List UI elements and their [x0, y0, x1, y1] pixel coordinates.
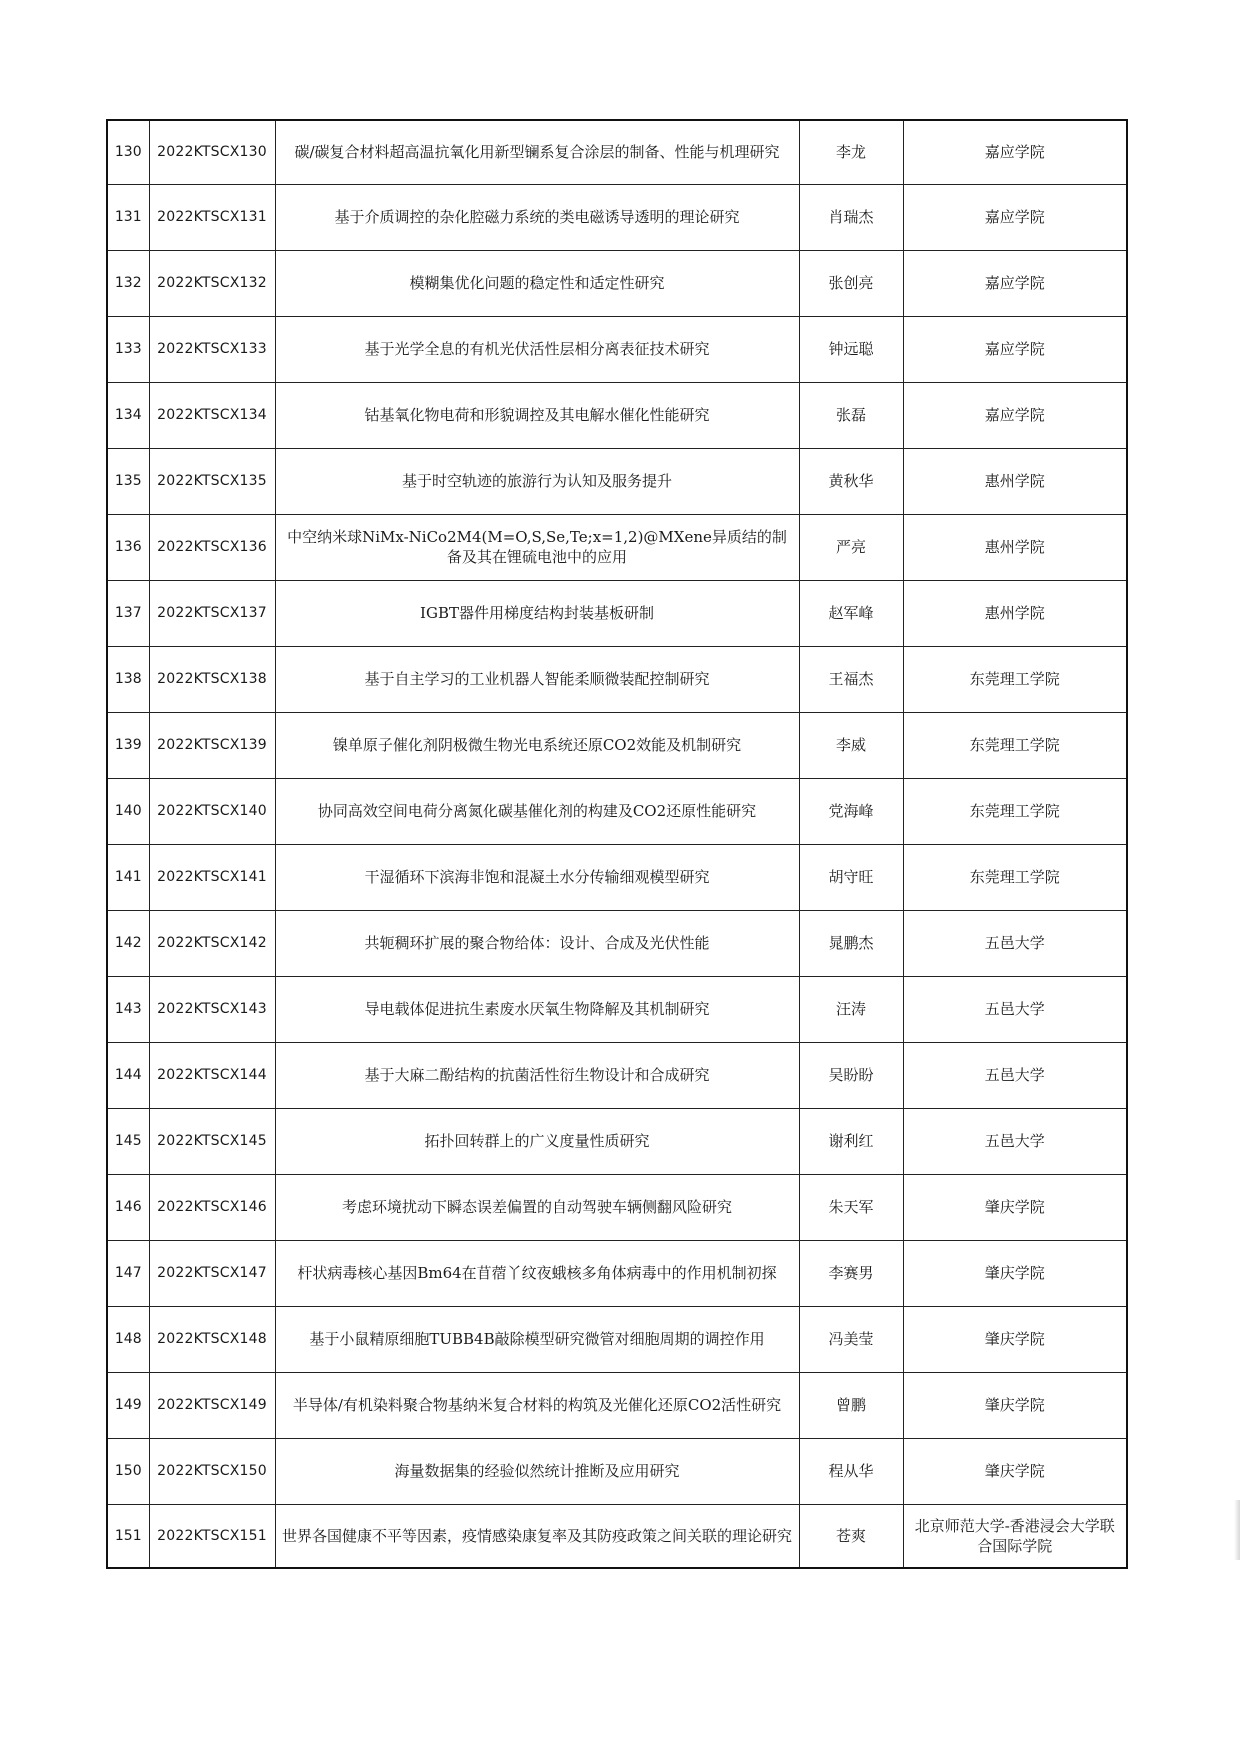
table-row: [107, 580, 1127, 646]
project-code: 2022KTSCX130: [149, 120, 275, 184]
institution: 肇庆学院: [903, 1174, 1127, 1240]
institution: 五邑大学: [903, 1042, 1127, 1108]
table-row: [107, 1306, 1127, 1372]
project-leader: 程从华: [799, 1438, 903, 1504]
project-code: 2022KTSCX145: [149, 1108, 275, 1174]
institution: 嘉应学院: [903, 184, 1127, 250]
project-leader: 严亮: [799, 514, 903, 580]
project-title: 导电载体促进抗生素废水厌氧生物降解及其机制研究: [275, 976, 799, 1042]
project-title: 拓扑回转群上的广义度量性质研究: [275, 1108, 799, 1174]
project-leader: 王福杰: [799, 646, 903, 712]
institution: 东莞理工学院: [903, 712, 1127, 778]
project-code: 2022KTSCX138: [149, 646, 275, 712]
institution: 惠州学院: [903, 514, 1127, 580]
project-code: 2022KTSCX137: [149, 580, 275, 646]
row-number: 142: [107, 910, 149, 976]
project-code: 2022KTSCX151: [149, 1504, 275, 1568]
project-title: 世界各国健康不平等因素，疫情感染康复率及其防疫政策之间关联的理论研究: [275, 1504, 799, 1568]
project-title: 共轭稠环扩展的聚合物给体：设计、合成及光伏性能: [275, 910, 799, 976]
project-code: 2022KTSCX141: [149, 844, 275, 910]
project-code: 2022KTSCX139: [149, 712, 275, 778]
table-row: [107, 120, 1127, 184]
row-number: 144: [107, 1042, 149, 1108]
institution: 五邑大学: [903, 1108, 1127, 1174]
institution: 惠州学院: [903, 448, 1127, 514]
table-row: [107, 778, 1127, 844]
project-title: 基于时空轨迹的旅游行为认知及服务提升: [275, 448, 799, 514]
institution: 五邑大学: [903, 976, 1127, 1042]
row-number: 132: [107, 250, 149, 316]
project-leader: 晁鹏杰: [799, 910, 903, 976]
table-row: [107, 250, 1127, 316]
institution: 东莞理工学院: [903, 778, 1127, 844]
project-code: 2022KTSCX148: [149, 1306, 275, 1372]
row-number: 139: [107, 712, 149, 778]
project-leader: 汪涛: [799, 976, 903, 1042]
project-code: 2022KTSCX140: [149, 778, 275, 844]
table-row: [107, 1438, 1127, 1504]
project-code: 2022KTSCX147: [149, 1240, 275, 1306]
table-row: [107, 448, 1127, 514]
institution: 北京师范大学-香港浸会大学联合国际学院: [903, 1504, 1127, 1568]
project-leader: 党海峰: [799, 778, 903, 844]
project-code: 2022KTSCX142: [149, 910, 275, 976]
institution: 肇庆学院: [903, 1438, 1127, 1504]
project-leader: 李赛男: [799, 1240, 903, 1306]
institution: 肇庆学院: [903, 1240, 1127, 1306]
project-leader: 胡守旺: [799, 844, 903, 910]
project-title: 基于小鼠精原细胞TUBB4B敲除模型研究微管对细胞周期的调控作用: [275, 1306, 799, 1372]
project-code: 2022KTSCX144: [149, 1042, 275, 1108]
table-row: [107, 1174, 1127, 1240]
institution: 肇庆学院: [903, 1306, 1127, 1372]
project-leader: 冯美莹: [799, 1306, 903, 1372]
row-number: 146: [107, 1174, 149, 1240]
row-number: 135: [107, 448, 149, 514]
row-number: 143: [107, 976, 149, 1042]
project-code: 2022KTSCX150: [149, 1438, 275, 1504]
project-title: 海量数据集的经验似然统计推断及应用研究: [275, 1438, 799, 1504]
institution: 嘉应学院: [903, 250, 1127, 316]
row-number: 130: [107, 120, 149, 184]
table-row: [107, 1240, 1127, 1306]
table-row: [107, 514, 1127, 580]
project-title: 半导体/有机染料聚合物基纳米复合材料的构筑及光催化还原CO2活性研究: [275, 1372, 799, 1438]
project-title: 碳/碳复合材料超高温抗氧化用新型镧系复合涂层的制备、性能与机理研究: [275, 120, 799, 184]
project-title: 镍单原子催化剂阴极微生物光电系统还原CO2效能及机制研究: [275, 712, 799, 778]
row-number: 134: [107, 382, 149, 448]
project-title: IGBT器件用梯度结构封装基板研制: [275, 580, 799, 646]
project-leader: 肖瑞杰: [799, 184, 903, 250]
institution: 嘉应学院: [903, 382, 1127, 448]
project-code: 2022KTSCX146: [149, 1174, 275, 1240]
institution: 嘉应学院: [903, 316, 1127, 382]
row-number: 150: [107, 1438, 149, 1504]
project-code: 2022KTSCX135: [149, 448, 275, 514]
table-row: [107, 1504, 1127, 1568]
table-row: [107, 184, 1127, 250]
row-number: 136: [107, 514, 149, 580]
scan-edge-shadow: [1234, 1500, 1240, 1560]
row-number: 138: [107, 646, 149, 712]
table-row: [107, 712, 1127, 778]
project-code: 2022KTSCX149: [149, 1372, 275, 1438]
table-row: [107, 316, 1127, 382]
project-title: 干湿循环下滨海非饱和混凝土水分传输细观模型研究: [275, 844, 799, 910]
project-leader: 赵军峰: [799, 580, 903, 646]
table-row: [107, 1042, 1127, 1108]
row-number: 137: [107, 580, 149, 646]
row-number: 151: [107, 1504, 149, 1568]
project-leader: 苍爽: [799, 1504, 903, 1568]
row-number: 141: [107, 844, 149, 910]
project-code: 2022KTSCX136: [149, 514, 275, 580]
table-row: [107, 976, 1127, 1042]
project-title: 基于大麻二酚结构的抗菌活性衍生物设计和合成研究: [275, 1042, 799, 1108]
row-number: 140: [107, 778, 149, 844]
institution: 惠州学院: [903, 580, 1127, 646]
institution: 东莞理工学院: [903, 646, 1127, 712]
institution: 肇庆学院: [903, 1372, 1127, 1438]
project-title: 基于光学全息的有机光伏活性层相分离表征技术研究: [275, 316, 799, 382]
row-number: 148: [107, 1306, 149, 1372]
table-body: [107, 120, 1127, 1568]
row-number: 133: [107, 316, 149, 382]
project-leader: 谢利红: [799, 1108, 903, 1174]
project-title: 杆状病毒核心基因Bm64在苜蓿丫纹夜蛾核多角体病毒中的作用机制初探: [275, 1240, 799, 1306]
table-row: [107, 646, 1127, 712]
project-code: 2022KTSCX132: [149, 250, 275, 316]
institution: 东莞理工学院: [903, 844, 1127, 910]
row-number: 147: [107, 1240, 149, 1306]
table-row: [107, 1108, 1127, 1174]
institution: 五邑大学: [903, 910, 1127, 976]
project-title: 基于自主学习的工业机器人智能柔顺微装配控制研究: [275, 646, 799, 712]
project-title: 模糊集优化问题的稳定性和适定性研究: [275, 250, 799, 316]
project-leader: 钟远聪: [799, 316, 903, 382]
project-leader: 黄秋华: [799, 448, 903, 514]
row-number: 131: [107, 184, 149, 250]
project-leader: 李龙: [799, 120, 903, 184]
institution: 嘉应学院: [903, 120, 1127, 184]
project-leader: 曾鹏: [799, 1372, 903, 1438]
project-title: 考虑环境扰动下瞬态误差偏置的自动驾驶车辆侧翻风险研究: [275, 1174, 799, 1240]
project-title: 钴基氧化物电荷和形貌调控及其电解水催化性能研究: [275, 382, 799, 448]
table-row: [107, 910, 1127, 976]
project-title: 中空纳米球NiMx-NiCo2M4(M=O,S,Se,Te;x=1,2)@MXene异质结的制备及其在锂硫电池中的应用: [275, 514, 799, 580]
row-number: 149: [107, 1372, 149, 1438]
project-code: 2022KTSCX143: [149, 976, 275, 1042]
table-row: [107, 1372, 1127, 1438]
project-code: 2022KTSCX133: [149, 316, 275, 382]
project-leader: 张创亮: [799, 250, 903, 316]
project-title: 协同高效空间电荷分离氮化碳基催化剂的构建及CO2还原性能研究: [275, 778, 799, 844]
project-leader: 李威: [799, 712, 903, 778]
table-row: [107, 382, 1127, 448]
project-title: 基于介质调控的杂化腔磁力系统的类电磁诱导透明的理论研究: [275, 184, 799, 250]
project-code: 2022KTSCX134: [149, 382, 275, 448]
table-row: [107, 844, 1127, 910]
project-leader: 吴盼盼: [799, 1042, 903, 1108]
project-code: 2022KTSCX131: [149, 184, 275, 250]
project-leader: 张磊: [799, 382, 903, 448]
project-leader: 朱天军: [799, 1174, 903, 1240]
project-list-table: [106, 119, 1128, 1569]
row-number: 145: [107, 1108, 149, 1174]
